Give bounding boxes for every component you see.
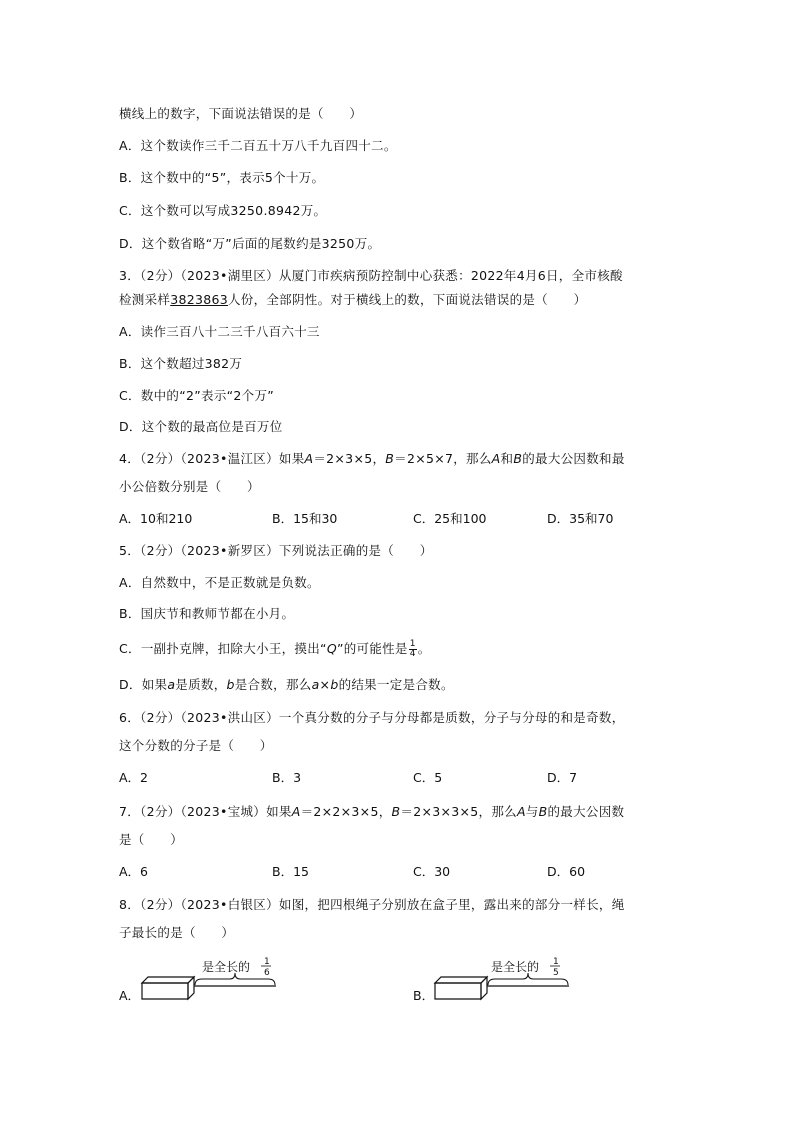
q7-text: 的最大公因数 — [547, 804, 625, 819]
q7-text: ＝2×2×3×5， — [300, 804, 392, 819]
q5-var-a: a — [311, 677, 320, 692]
q8-stem-line1: 8．（2分）（2023•白银区）如图，把四根绳子分别放在盒子里，露出来的部分一样长，绳 — [119, 897, 625, 912]
q4-text: 4．（2分）（2023•温江区）如果 — [119, 451, 305, 466]
q7-option-c[interactable]: C．30 — [413, 864, 451, 879]
q5-stem: 5．（2分）（2023•新罗区）下列说法正确的是（ ） — [119, 543, 433, 558]
q4-stem-line2: 小公倍数分别是（ ） — [119, 479, 260, 494]
q4-text: 和 — [500, 451, 514, 466]
fig-a-denominator: 6 — [264, 968, 270, 978]
fig-b-numerator: 1 — [553, 957, 559, 967]
q5-option-b[interactable]: B．国庆节和教师节都在小月。 — [119, 606, 295, 621]
box-icon — [142, 977, 194, 999]
q2-option-c[interactable]: C．这个数可以写成3250.8942万。 — [119, 203, 327, 218]
q3-option-b[interactable]: B．这个数超过382万 — [119, 356, 243, 371]
q2-option-d[interactable]: D．这个数省略“万”后面的尾数约是3250万。 — [119, 236, 381, 251]
q8-option-b-label[interactable]: B． — [413, 988, 435, 1003]
q3-stem-line2 — [119, 292, 586, 308]
q3-option-d[interactable]: D．这个数的最高位是百万位 — [119, 419, 283, 434]
q7-var-b: B — [538, 804, 548, 819]
q8-option-a-label[interactable]: A． — [119, 988, 141, 1003]
q4-option-c[interactable]: C．25和100 — [413, 511, 487, 526]
q4-var-a: A — [304, 451, 314, 466]
q4-option-b[interactable]: B．15和30 — [272, 511, 338, 526]
q7-stem-line2: 是（ ） — [119, 832, 184, 847]
q5-c-text: 。 — [417, 641, 431, 656]
q6-option-a[interactable]: A．2 — [119, 770, 149, 785]
q3-option-c[interactable]: C．数中的“2”表示“2个万” — [119, 388, 275, 403]
q4-text: ＝2×3×5， — [313, 451, 386, 466]
q7-text: 7．（2分）（2023•宝城）如果 — [119, 804, 292, 819]
q4-text: ＝2×5×7，那么 — [394, 451, 492, 466]
q6-stem-line2: 这个分数的分子是（ ） — [119, 738, 273, 753]
q7-text: ＝2×3×3×5，那么 — [400, 804, 517, 819]
q3-text: 检测采样 — [119, 292, 171, 307]
q7-text: 与 — [525, 804, 539, 819]
q8-figure-a — [140, 955, 280, 1005]
q5-d-text: 是合数，那么 — [234, 677, 312, 692]
q6-stem-line1: 6．（2分）（2023•洪山区）一个真分数的分子与分母都是质数，分子与分母的和是奇数， — [119, 710, 625, 725]
q7-var-a: A — [516, 804, 526, 819]
brace-icon — [195, 973, 275, 985]
fig-a-caption: 是全长的 — [202, 960, 251, 974]
q4-var-b: B — [513, 451, 523, 466]
q4-var-a: A — [491, 451, 501, 466]
fraction-denominator: 4 — [409, 649, 416, 659]
q6-option-c[interactable]: C．5 — [413, 770, 443, 785]
fig-b-denominator: 5 — [553, 968, 559, 978]
q4-option-a[interactable]: A．10和210 — [119, 511, 193, 526]
q5-c-q: Q — [326, 641, 337, 656]
q7-stem-line1 — [119, 804, 624, 820]
q3-text: 人份，全部阴性。对于横线上的数，下面说法错误的是（ ） — [227, 292, 587, 307]
q3-underlined-number: 3823863 — [170, 292, 228, 307]
q7-var-a: A — [291, 804, 301, 819]
q8-figure-b — [433, 955, 573, 1005]
q5-option-d[interactable] — [119, 677, 454, 693]
q5-var-a: a — [167, 677, 176, 692]
times-sign: × — [319, 677, 331, 692]
q4-var-b: B — [385, 451, 395, 466]
box-icon — [435, 977, 487, 999]
q7-option-b[interactable]: B．15 — [272, 864, 309, 879]
q3-stem-line1: 3．（2分）（2023•湖里区）从厦门市疾病预防控制中心获悉：2022年4月6日，全市核酸 — [119, 268, 623, 283]
q5-option-a[interactable]: A．自然数中，不是正数就是负数。 — [119, 575, 320, 590]
q5-var-b: b — [330, 677, 339, 692]
q5-c-text: ”的可能性是 — [336, 641, 408, 656]
q5-c-text: C．一副扑克牌，扣除大小王，摸出“ — [119, 641, 327, 656]
q4-option-d[interactable]: D．35和70 — [547, 511, 614, 526]
q5-d-text: 的结果一定是合数。 — [338, 677, 454, 692]
q4-text: 的最大公因数和最 — [522, 451, 625, 466]
q7-var-b: B — [391, 804, 401, 819]
q5-var-b: b — [226, 677, 235, 692]
q8-stem-line2: 子最长的是（ ） — [119, 925, 235, 940]
q6-option-b[interactable]: B．3 — [272, 770, 302, 785]
q7-option-a[interactable]: A．6 — [119, 864, 149, 879]
q4-stem-line1 — [119, 451, 625, 467]
q5-d-text: D．如果 — [119, 677, 168, 692]
q2-option-a[interactable]: A．这个数读作三千二百五十万八千九百四十二。 — [119, 138, 397, 153]
fig-b-caption: 是全长的 — [491, 960, 540, 974]
fraction-numerator: 1 — [409, 639, 416, 649]
q5-option-c[interactable] — [119, 640, 431, 659]
fig-a-numerator: 1 — [264, 957, 270, 967]
q6-option-d[interactable]: D．7 — [547, 770, 578, 785]
q7-option-d[interactable]: D．60 — [547, 864, 586, 879]
q5-fraction — [409, 640, 417, 659]
q5-d-text: 是质数， — [175, 677, 227, 692]
q2-option-b[interactable]: B．这个数中的“5”，表示5个十万。 — [119, 170, 325, 185]
q3-option-a[interactable]: A．读作三百八十二三千八百六十三 — [119, 324, 320, 339]
q2-stem: 横线上的数字，下面说法错误的是（ ） — [119, 106, 363, 121]
